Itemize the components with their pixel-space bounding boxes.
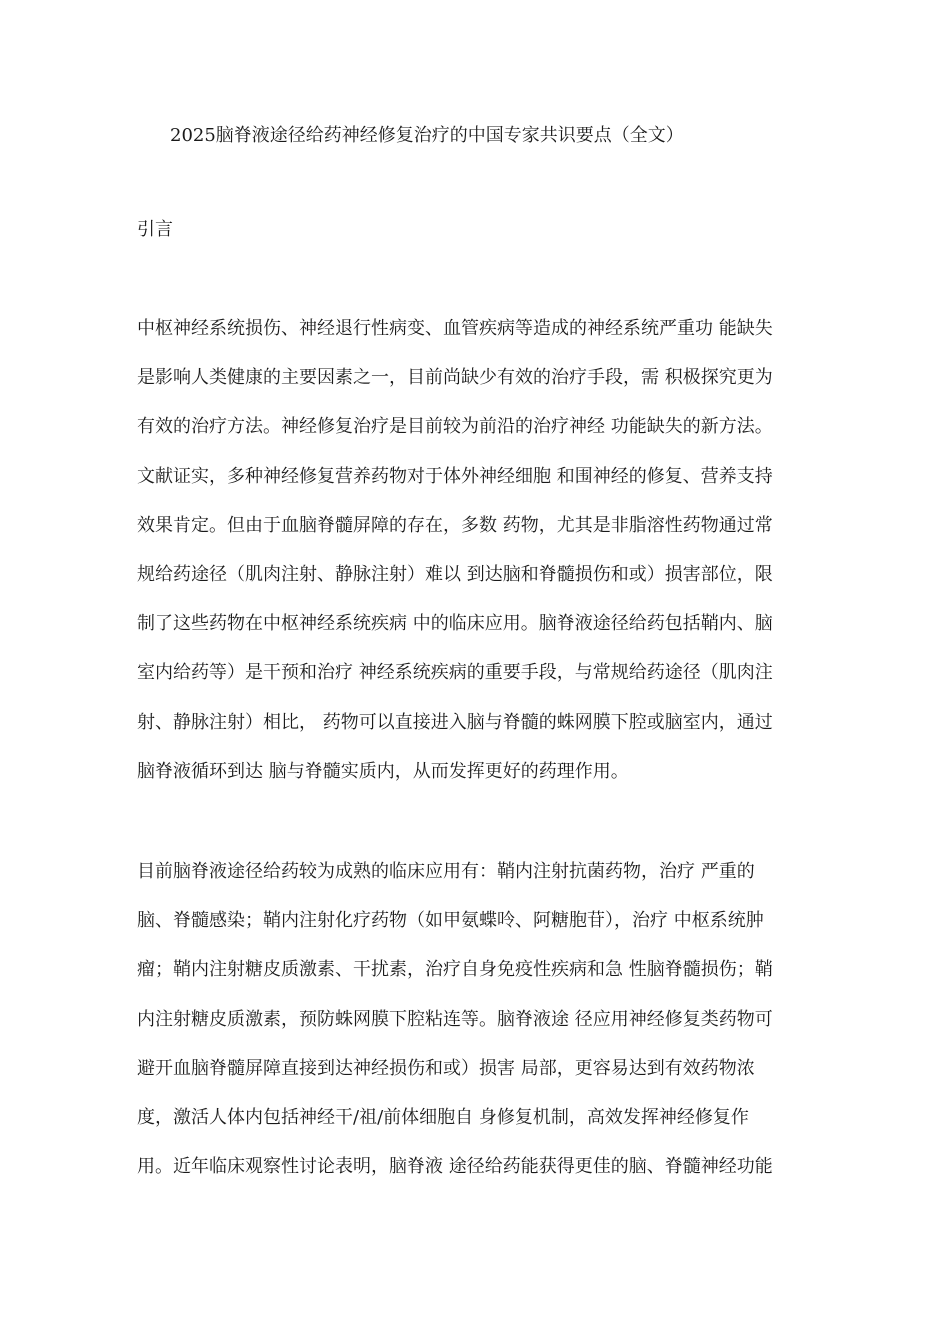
paragraph-line: 有效的治疗方法。神经修复治疗是目前较为前沿的治疗神经 功能缺失的新方法。: [137, 416, 773, 438]
paragraph-line: 目前脑脊液途径给药较为成熟的临床应用有：鞘内注射抗菌药物，治疗 严重的: [137, 861, 755, 882]
paragraph-line: 内注射糖皮质激素，预防蛛网膜下腔粘连等。脑脊液途 径应用神经修复类药物可: [137, 1008, 773, 1030]
section-heading-introduction: 引言: [137, 219, 173, 240]
paragraph-line: 文献证实，多种神经修复营养药物对于体外神经细胞 和围神经的修复、营养支持: [137, 465, 773, 487]
paragraph-line: 瘤；鞘内注射糖皮质激素、干扰素，治疗自身免疫性疾病和急 性脑脊髓损伤；鞘: [137, 959, 773, 981]
paragraph-line: 避开血脑脊髓屏障直接到达神经损伤和或）损害 局部，更容易达到有效药物浓: [137, 1057, 755, 1079]
paragraph-line: 效果肯定。但由于血脑脊髓屏障的存在，多数 药物，尤其是非脂溶性药物通过常: [137, 514, 773, 536]
paragraph-line: 室内给药等）是干预和治疗 神经系统疾病的重要手段，与常规给药途径（肌肉注: [137, 662, 773, 684]
paragraph-line: 用。近年临床观察性讨论表明，脑脊液 途径给药能获得更佳的脑、脊髓神经功能: [137, 1156, 773, 1178]
paragraph-introduction-1: [137, 315, 827, 807]
paragraph-line: 度，激活人体内包括神经干/祖/前体细胞自 身修复机制，高效发挥神经修复作: [137, 1106, 749, 1128]
document-title: 2025脑脊液途径给药神经修复治疗的中国专家共识要点（全文）: [170, 125, 684, 146]
paragraph-line: 规给药途径（肌肉注射、静脉注射）难以 到达脑和脊髓损伤和或）损害部位，限: [137, 563, 773, 585]
paragraph-introduction-2: [137, 858, 827, 1202]
paragraph-line: 脑脊液循环到达 脑与脊髓实质内，从而发挥更好的药理作用。: [137, 760, 629, 782]
paragraph-line: 是影响人类健康的主要因素之一，目前尚缺少有效的治疗手段，需 积极探究更为: [137, 367, 773, 389]
paragraph-line: 中枢神经系统损伤、神经退行性病变、血管疾病等造成的神经系统严重功 能缺失: [137, 318, 773, 339]
paragraph-line: 脑、脊髓感染；鞘内注射化疗药物（如甲氨蝶呤、阿糖胞苷），治疗 中枢系统肿: [137, 910, 764, 932]
paragraph-line: 制了这些药物在中枢神经系统疾病 中的临床应用。脑脊液途径给药包括鞘内、脑: [137, 613, 773, 635]
paragraph-line: 射、静脉注射）相比， 药物可以直接进入脑与脊髓的蛛网膜下腔或脑室内，通过: [137, 711, 773, 733]
